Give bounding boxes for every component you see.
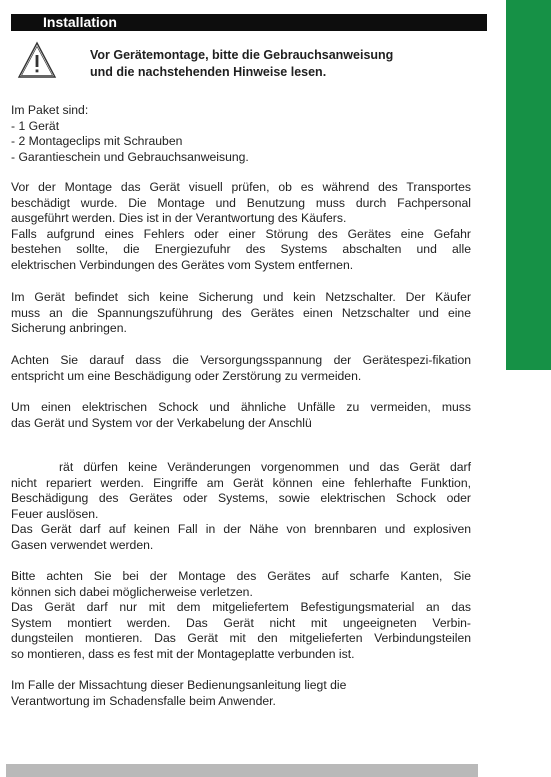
text-line: dungsteilen montieren. Das Gerät mit den mitgelieferten Verbindungsteilen [11,631,471,646]
text-line: Vor der Montage das Gerät visuell prüfen, ob es während des Transportes [11,180,471,194]
warning-line: und die nachstehenden Hinweise lesen. [90,65,327,79]
text-line: Das Gerät darf auf keinen Fall in der Nähe von brennbaren und explosiven [11,522,471,537]
text-line: Feuer auslösen. [11,506,99,521]
section-title: Installation [43,14,117,30]
text-line: Das Gerät darf nur mit dem mitgeliefertem Befestigungsmaterial an das [11,600,471,615]
text-line: muss an die Spannungszuführung des Gerätes einen Netzschalter und eine [11,305,471,320]
package-line: Im Paket sind: [11,103,89,117]
text-line: Bitte achten Sie bei der Montage des Gerätes auf scharfe Kanten, Sie [11,569,471,583]
text-line: so montieren, dass es fest mit der Montageplatte verbunden ist. [11,646,355,661]
inspection-paragraph [11,180,471,274]
text-line: ausgeführt werden. Dies ist in der Verantwortung des Käufers. [11,211,347,226]
text-line: das Gerät und System vor der Verkabelung der Anschlü [11,415,312,430]
text-line: entspricht um eine Beschädigung oder Zerstörung zu vermeiden. [11,368,362,383]
fuse-paragraph [11,290,471,337]
voltage-paragraph [11,353,471,384]
modification-paragraph [11,460,471,554]
text-line: System montiert werden. Das Gerät nicht mit ungeeigneten Verbin- [11,615,471,630]
section-header [11,14,487,31]
text-line: Beschädigung des Gerätes oder Systems, sowie elektrischen Schock oder [11,491,471,506]
package-line: - 1 Gerät [11,118,60,133]
warning-line: Vor Gerätemontage, bitte die Gebrauchsanweisung [90,48,394,62]
package-line: - Garantieschein und Gebrauchsanweisung. [11,149,249,164]
text-line: Im Gerät befindet sich keine Sicherung und kein Netzschalter. Der Käufer [11,290,471,304]
text-line: Im Falle der Missachtung dieser Bedienungsanleitung liegt die [11,678,347,692]
package-contents [11,103,471,165]
text-line: Achten Sie darauf dass die Versorgungsspannung der Gerätespezi-fikation [11,353,471,367]
text-line: Gasen verwendet werden. [11,537,154,552]
liability-paragraph [11,678,471,709]
footer-bar [6,764,478,777]
shock-paragraph [11,400,471,431]
text-line: beschädigt wurde. Die Montage und Benutzung muss durch Fachpersonal [11,195,471,210]
mounting-paragraph [11,569,471,663]
text-line: rät dürfen keine Veränderungen vorgenommen und das Gerät darf [59,460,471,474]
text-line: Um einen elektrischen Schock und ähnliche Unfälle zu vermeiden, muss [11,400,471,414]
text-line: elektrischen Verbindungen des Gerätes vom System entfernen. [11,257,354,272]
package-line: - 2 Montageclips mit Schrauben [11,134,183,149]
warning-triangle-icon [17,40,57,80]
text-line: nicht repariert werden. Eingriffe am Gerät können eine fehlerhafte Funktion, [11,475,471,490]
text-line: bestehen sollte, die Energiezufuhr des Systems abschalten und alle [11,242,471,257]
warning-notice [90,47,490,81]
text-line: können sich dabei möglicherweise verletzen. [11,584,253,599]
section-color-tab [506,0,551,370]
text-line: Falls aufgrund eines Fehlers oder einer Störung des Gerätes eine Gefahr [11,226,471,241]
text-line: Verantwortung im Schadensfalle beim Anwender. [11,693,276,708]
text-line: Sicherung anbringen. [11,321,127,336]
